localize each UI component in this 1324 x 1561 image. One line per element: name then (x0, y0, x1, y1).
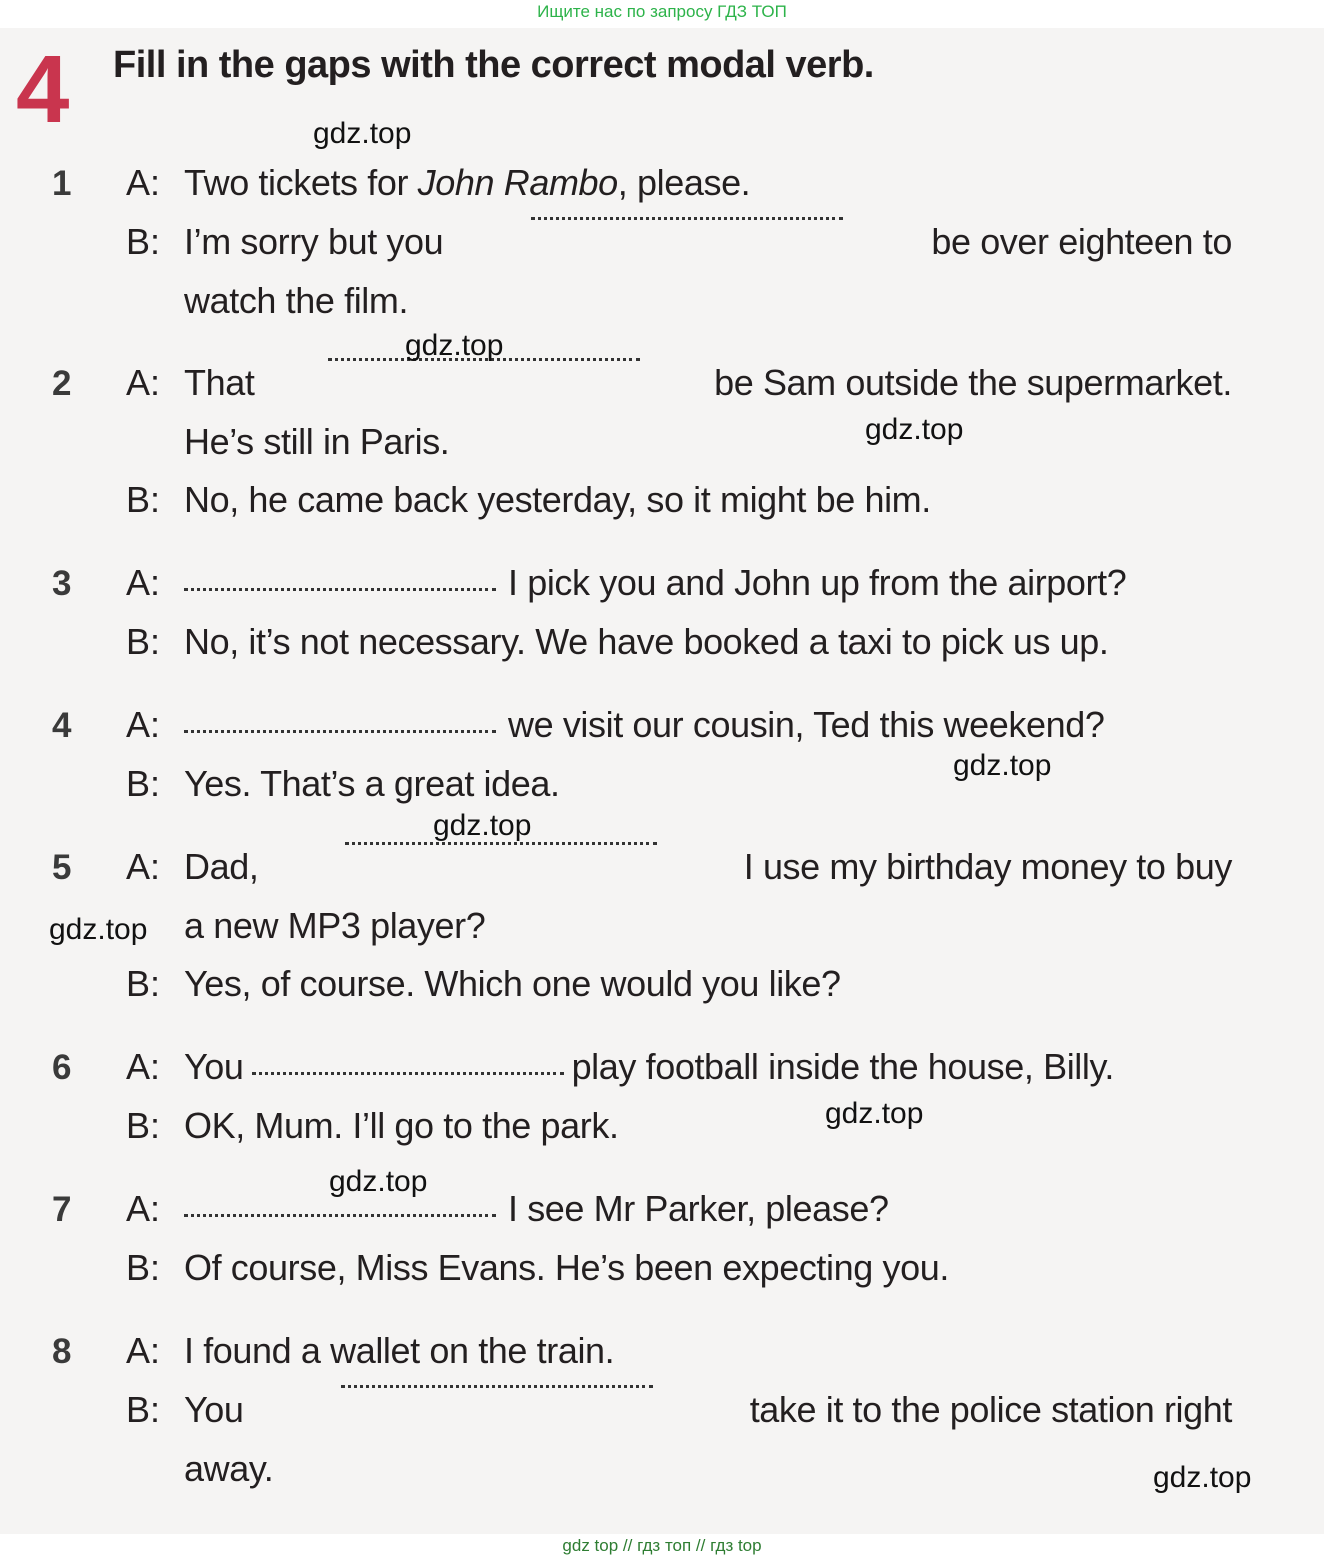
line-text: play football inside the house, Billy. (571, 1046, 1115, 1087)
dialogue-line (184, 1389, 1232, 1431)
dialogue-line (184, 362, 1232, 404)
speaker-label: A: (126, 162, 161, 203)
speaker-label: B: (126, 221, 161, 262)
line-text: I see Mr Parker, please? (508, 1188, 889, 1229)
dialogue-line: No, it’s not necessary. We have booked a taxi to pick us up. (184, 621, 1109, 662)
exercise-title: Fill in the gaps with the correct modal verb. (113, 44, 874, 86)
watermark: gdz.top (865, 413, 964, 446)
line-text: be over eighteen to (931, 221, 1232, 262)
item-number: 7 (52, 1190, 72, 1229)
item-number: 6 (52, 1048, 72, 1087)
line-text: Two tickets for (184, 162, 418, 203)
dialogue-line: OK, Mum. I’ll go to the park. (184, 1105, 619, 1146)
dialogue-line: I found a wallet on the train. (184, 1330, 615, 1371)
answer-gap[interactable] (341, 1385, 653, 1388)
line-text: Dad, (184, 846, 259, 887)
item-number: 4 (52, 706, 72, 745)
line-text: be Sam outside the supermarket. (714, 362, 1232, 403)
line-text: I pick you and John up from the airport? (508, 562, 1127, 603)
speaker-label: B: (126, 1389, 161, 1430)
item-number: 1 (52, 164, 72, 203)
speaker-label: A: (126, 562, 161, 603)
dialogue-line: He’s still in Paris. (184, 421, 450, 462)
speaker-label: A: (126, 1188, 161, 1229)
dialogue-line (184, 846, 1232, 888)
line-text: That (184, 362, 255, 403)
speaker-label: A: (126, 846, 161, 887)
dialogue-line (184, 562, 1126, 604)
watermark: gdz.top (49, 913, 148, 946)
dialogue-line (184, 1046, 1114, 1088)
watermark: gdz.top (313, 117, 412, 150)
answer-gap[interactable] (184, 1214, 496, 1217)
speaker-label: A: (126, 1046, 161, 1087)
line-text: I’m sorry but you (184, 221, 444, 262)
dialogue-line: No, he came back yesterday, so it might be him. (184, 479, 931, 520)
item-number: 8 (52, 1332, 72, 1371)
item-number: 3 (52, 564, 72, 603)
line-text: I use my birthday money to buy (743, 846, 1232, 887)
speaker-label: B: (126, 621, 161, 662)
top-banner: Ищите нас по запросу ГДЗ ТОП (537, 2, 787, 21)
answer-gap[interactable] (531, 217, 843, 220)
watermark: gdz.top (329, 1165, 428, 1198)
dialogue-line: watch the film. (184, 280, 409, 321)
watermark: gdz.top (953, 749, 1052, 782)
line-text: take it to the police station right (749, 1389, 1232, 1430)
speaker-label: B: (126, 1247, 161, 1288)
item-number: 5 (52, 848, 72, 887)
answer-gap[interactable] (184, 730, 496, 733)
dialogue-line: Of course, Miss Evans. He’s been expecting you. (184, 1247, 949, 1288)
line-text: , please. (617, 162, 751, 203)
speaker-label: A: (126, 1330, 161, 1371)
film-title: John Rambo (417, 162, 618, 203)
speaker-label: B: (126, 1105, 161, 1146)
answer-gap[interactable] (252, 1072, 564, 1075)
dialogue-line (184, 221, 1232, 263)
speaker-label: B: (126, 963, 161, 1004)
line-text: we visit our cousin, Ted this weekend? (508, 704, 1105, 745)
watermark: gdz.top (825, 1097, 924, 1130)
dialogue-line (184, 162, 750, 204)
exercise-number: 4 (16, 36, 68, 143)
speaker-label: A: (126, 704, 161, 745)
dialogue-line: a new MP3 player? (184, 905, 486, 946)
speaker-label: B: (126, 763, 161, 804)
watermark: gdz.top (1153, 1461, 1252, 1494)
dialogue-line: away. (184, 1448, 274, 1489)
speaker-label: A: (126, 362, 161, 403)
speaker-label: B: (126, 479, 161, 520)
item-number: 2 (52, 364, 72, 403)
dialogue-line (184, 1188, 889, 1230)
answer-gap[interactable] (184, 588, 496, 591)
dialogue-line (184, 704, 1104, 746)
line-text: You (184, 1046, 244, 1087)
bottom-banner: gdz top // гдз топ // гдз top (562, 1536, 762, 1555)
line-text: You (184, 1389, 244, 1430)
dialogue-line: Yes. That’s a great idea. (184, 763, 560, 804)
watermark: gdz.top (405, 329, 504, 362)
dialogue-line: Yes, of course. Which one would you like? (184, 963, 841, 1004)
watermark: gdz.top (433, 809, 532, 842)
